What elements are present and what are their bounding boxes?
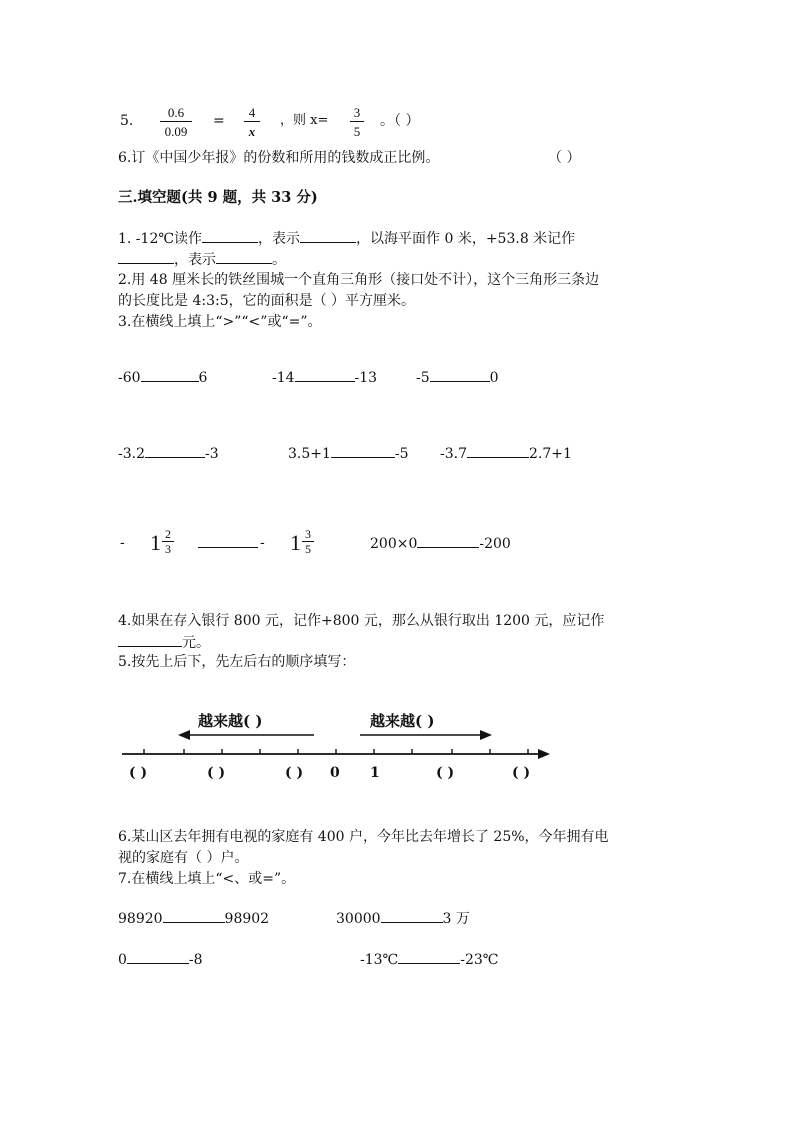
mixed-fraction-2-numerator: 3 bbox=[302, 528, 314, 542]
mixed-whole-2: 1 bbox=[290, 530, 301, 555]
compare-right: -8 bbox=[188, 952, 203, 968]
fill-q4-line1: 4.如果在存入银行 800 元，记作+800 元，那么从银行取出 1200 元，应记作 bbox=[118, 613, 605, 629]
q5-fraction-1-denominator: 0.09 bbox=[164, 124, 188, 139]
compare-blank[interactable] bbox=[163, 911, 225, 923]
q5-number: 5. bbox=[120, 113, 134, 129]
compare-right: 98902 bbox=[224, 911, 270, 927]
q6-answer-paren[interactable]: （ ） bbox=[548, 150, 581, 166]
number-line-label: 1 bbox=[370, 765, 380, 781]
number-line-label: 0 bbox=[330, 765, 340, 781]
fill-q4-unit: 元。 bbox=[182, 635, 210, 651]
q5-equals: = bbox=[213, 113, 225, 129]
left-arrow-head bbox=[178, 730, 190, 740]
compare-left: -14 bbox=[272, 370, 295, 386]
number-line-label[interactable]: ( ) bbox=[512, 765, 531, 781]
q5-fraction-1-numerator: 0.6 bbox=[160, 106, 192, 122]
q5-then-text: ，则 x= bbox=[280, 113, 329, 128]
compare-blank[interactable] bbox=[398, 952, 460, 964]
mixed-fraction-1-denominator: 3 bbox=[165, 542, 171, 556]
mixed-minus-1: - bbox=[120, 535, 125, 551]
compare-item bbox=[336, 911, 470, 926]
compare-right: -3 bbox=[205, 446, 219, 462]
compare-left: -60 bbox=[118, 370, 141, 386]
number-line-label[interactable]: ( ) bbox=[285, 765, 304, 781]
compare-left: -13℃ bbox=[360, 952, 399, 968]
compare-right: -200 bbox=[479, 536, 511, 552]
fill-q2-line2: 的长度比是 4:3:5，它的面积是（ ）平方厘米。 bbox=[118, 293, 416, 309]
section-3-title: 三.填空题(共 9 题，共 33 分) bbox=[118, 189, 318, 206]
q6-text: 6.订《中国少年报》的份数和所用的钱数成正比例。 bbox=[118, 150, 440, 166]
number-line-label[interactable]: ( ) bbox=[129, 765, 148, 781]
number-line-arrow bbox=[538, 749, 550, 759]
compare-blank[interactable] bbox=[127, 952, 189, 964]
compare-left: -5 bbox=[416, 370, 430, 386]
number-line-label[interactable]: ( ) bbox=[207, 765, 226, 781]
compare-left: 0 bbox=[118, 952, 127, 968]
compare-right: -13 bbox=[354, 370, 378, 386]
right-arrow-head bbox=[480, 730, 492, 740]
q5-fraction-3-numerator: 3 bbox=[350, 106, 364, 122]
compare-item bbox=[360, 952, 498, 967]
fill-q1-part4: ，表示 bbox=[174, 252, 216, 268]
compare-right: -5 bbox=[394, 446, 409, 462]
q5-fraction-2-denominator: x bbox=[248, 124, 256, 139]
compare-right: -23℃ bbox=[460, 952, 499, 968]
compare-left: -3.2 bbox=[118, 446, 145, 462]
compare-left: 200×0 bbox=[370, 536, 418, 552]
mixed-fraction-1-numerator: 2 bbox=[162, 528, 174, 542]
fill-q1-part2: ，表示 bbox=[258, 231, 301, 247]
fill-q5-title: 5.按先上后下，先左后右的顺序填写： bbox=[118, 654, 356, 670]
q5-fraction-2-numerator: 4 bbox=[244, 106, 260, 122]
compare-left: 3.5+1 bbox=[288, 446, 331, 462]
fill-q6-line2: 视的家庭有（ ）户。 bbox=[118, 850, 249, 866]
fill-q3-title: 3.在横线上填上“>”“<”或“=”。 bbox=[118, 314, 322, 330]
fill-q2-line1: 2.用 48 厘米长的铁丝围城一个直角三角形（接口处不计），这个三角形三条边 bbox=[118, 272, 600, 288]
arrow-left-label: 越来越( ) bbox=[198, 712, 263, 730]
compare-left: 98920 bbox=[118, 911, 163, 927]
fill-q1-part1: 1. -12℃读作 bbox=[118, 231, 203, 247]
compare-item bbox=[118, 952, 203, 967]
fill-q7-title: 7.在横线上填上“<、或=”。 bbox=[118, 871, 296, 887]
compare-item bbox=[118, 911, 269, 926]
fill-q1-part5: 。 bbox=[272, 252, 286, 268]
mixed-minus-2: - bbox=[260, 535, 265, 551]
compare-left: -3.7 bbox=[440, 446, 467, 462]
fill-q1-part3: ，以海平面作 0 米，+53.8 米记作 bbox=[356, 231, 576, 247]
arrow-right-label: 越来越( ) bbox=[370, 712, 435, 730]
number-line-label[interactable]: ( ) bbox=[436, 765, 455, 781]
compare-right: 6 bbox=[198, 370, 208, 386]
mixed-whole-1: 1 bbox=[150, 530, 161, 555]
mixed-fraction-2-denominator: 5 bbox=[305, 542, 311, 556]
compare-right: 2.7+1 bbox=[529, 446, 572, 462]
fill-q6-line1: 6.某山区去年拥有电视的家庭有 400 户，今年比去年增长了 25%，今年拥有电 bbox=[118, 829, 609, 845]
compare-left: 30000 bbox=[336, 911, 381, 927]
q5-answer-paren[interactable]: 。（ ） bbox=[380, 113, 420, 129]
compare-right: 0 bbox=[489, 370, 499, 386]
compare-right: 3 万 bbox=[442, 911, 470, 927]
q5-fraction-3-denominator: 5 bbox=[353, 124, 361, 139]
compare-blank[interactable] bbox=[381, 911, 443, 923]
